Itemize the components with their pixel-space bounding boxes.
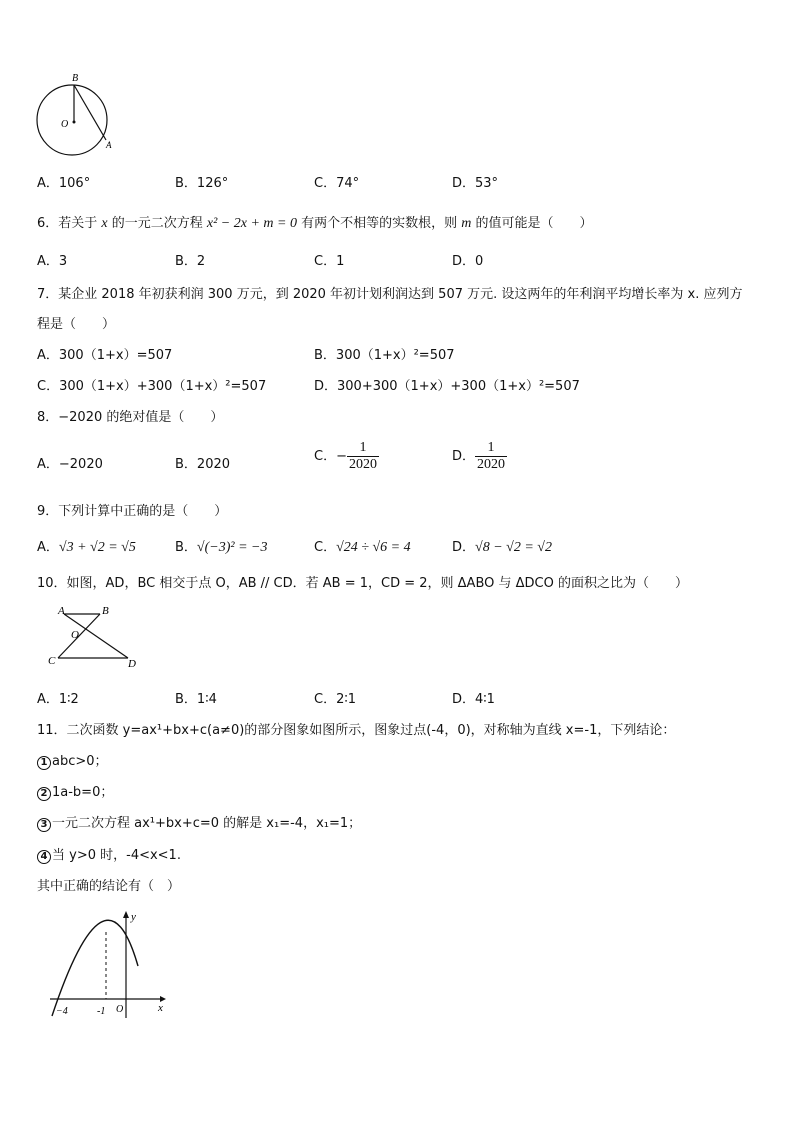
q6-option-c[interactable]: C．1: [314, 254, 345, 269]
q7-option-a[interactable]: A．300（1+x）=507: [37, 348, 173, 363]
axis-label-y: y: [131, 911, 136, 923]
fraction: $\frac{1}{2020}$: [348, 440, 377, 472]
q11-question: 其中正确的结论有（ ）: [37, 879, 181, 894]
circle-figure: [30, 70, 120, 160]
q5-option-b[interactable]: B．126°: [175, 176, 229, 191]
q6-option-d[interactable]: D．0: [452, 254, 484, 269]
q8-option-a[interactable]: A．−2020: [37, 457, 103, 472]
label-b: B: [102, 605, 109, 617]
q11-stem: 11．二次函数 y=ax¹+bx+c(a≠0)的部分图象如图所示，图象过点(-4，0)，对称轴为直线 x=-1，下列结论：: [37, 723, 676, 738]
label-o: O: [71, 629, 79, 641]
q11-item-4: 4 当 y>0 时，-4<x<1.: [37, 844, 181, 864]
q8-stem: 8．−2020 的绝对值是（ ）: [37, 410, 224, 425]
q7-option-d[interactable]: D．300+300（1+x）+300（1+x）²=507: [314, 379, 580, 394]
origin-label: O: [116, 1004, 124, 1015]
label-o: O: [61, 119, 69, 130]
circled-number: 2: [37, 787, 51, 801]
q9-option-d[interactable]: D．√8 − √2 = √2: [452, 540, 552, 555]
q9-option-a[interactable]: A．√3 + √2 = √5: [37, 540, 136, 555]
q7-option-b[interactable]: B．300（1+x）²=507: [314, 348, 455, 363]
q7-stem-line2: 程是（ ）: [37, 317, 116, 332]
q5-option-a[interactable]: A．106°: [37, 176, 91, 191]
axis-label-x: x: [158, 1002, 163, 1014]
q10-option-a[interactable]: A．1∶2: [37, 692, 79, 707]
q8-option-d[interactable]: D． $\frac{1}{2020}$: [452, 440, 506, 472]
circled-number: 1: [37, 756, 51, 770]
q6-option-a[interactable]: A．3: [37, 254, 68, 269]
circled-number: 3: [37, 818, 51, 832]
q9-option-b[interactable]: B．√(−3)² = −3: [175, 540, 268, 555]
q5-option-d[interactable]: D．53°: [452, 176, 499, 191]
q9-a-expr: √3 + √2 = √5: [58, 540, 136, 555]
q11-item-2: 2 1a-b=0；: [37, 781, 113, 801]
q9-c-expr: √24 ÷ √6 = 4: [336, 540, 411, 555]
q9-option-c[interactable]: C．√24 ÷ √6 = 4: [314, 540, 411, 555]
fraction: $\frac{1}{2020}$: [477, 440, 506, 472]
tick-label-neg4: −4: [56, 1006, 68, 1017]
var-x: x: [101, 216, 108, 231]
q8-option-c[interactable]: C．− $\frac{1}{2020}$: [314, 440, 377, 472]
q6-equation: x² − 2x + m = 0: [206, 216, 297, 231]
q10-option-b[interactable]: B．1∶4: [175, 692, 217, 707]
q7-stem-line1: 7．某企业 2018 年初获利润 300 万元，到 2020 年初计划利润达到 507 万元. 设这两年的年利润平均增长率为 x. 应列方: [37, 287, 743, 302]
label-b: B: [72, 73, 79, 84]
label-a: A: [106, 140, 112, 150]
q10-option-d[interactable]: D．4∶1: [452, 692, 495, 707]
label-d: D: [128, 658, 136, 670]
q9-stem: 9．下列计算中正确的是（ ）: [37, 504, 228, 519]
q6-stem: 6．若关于 x 的一元二次方程 x² − 2x + m = 0 有两个不相等的实数根，则 m 的值可能是（ ）: [37, 216, 593, 231]
q9-d-expr: √8 − √2 = √2: [475, 540, 552, 555]
parabola-figure: [44, 906, 174, 1026]
q7-option-c[interactable]: C．300（1+x）+300（1+x）²=507: [37, 379, 267, 394]
triangles-figure: [40, 602, 150, 672]
q9-b-expr: √(−3)² = −3: [196, 540, 268, 555]
q11-item-3: 3 一元二次方程 ax¹+bx+c=0 的解是 x₁=-4，x₁=1；: [37, 812, 361, 832]
q5-option-c[interactable]: C．74°: [314, 176, 360, 191]
q10-stem: 10．如图，AD，BC 相交于点 O，AB // CD．若 AB = 1，CD = 2，则 ΔABO 与 ΔDCO 的面积之比为（ ）: [37, 576, 688, 591]
tick-label-neg1: -1: [97, 1006, 106, 1017]
q11-item-1: 1 abc>0；: [37, 750, 108, 770]
q10-option-c[interactable]: C．2∶1: [314, 692, 357, 707]
q8-option-b[interactable]: B．2020: [175, 457, 231, 472]
var-m: m: [461, 216, 472, 231]
label-c: C: [48, 655, 56, 667]
q6-option-b[interactable]: B．2: [175, 254, 206, 269]
label-a: A: [58, 605, 65, 617]
circled-number: 4: [37, 850, 51, 864]
